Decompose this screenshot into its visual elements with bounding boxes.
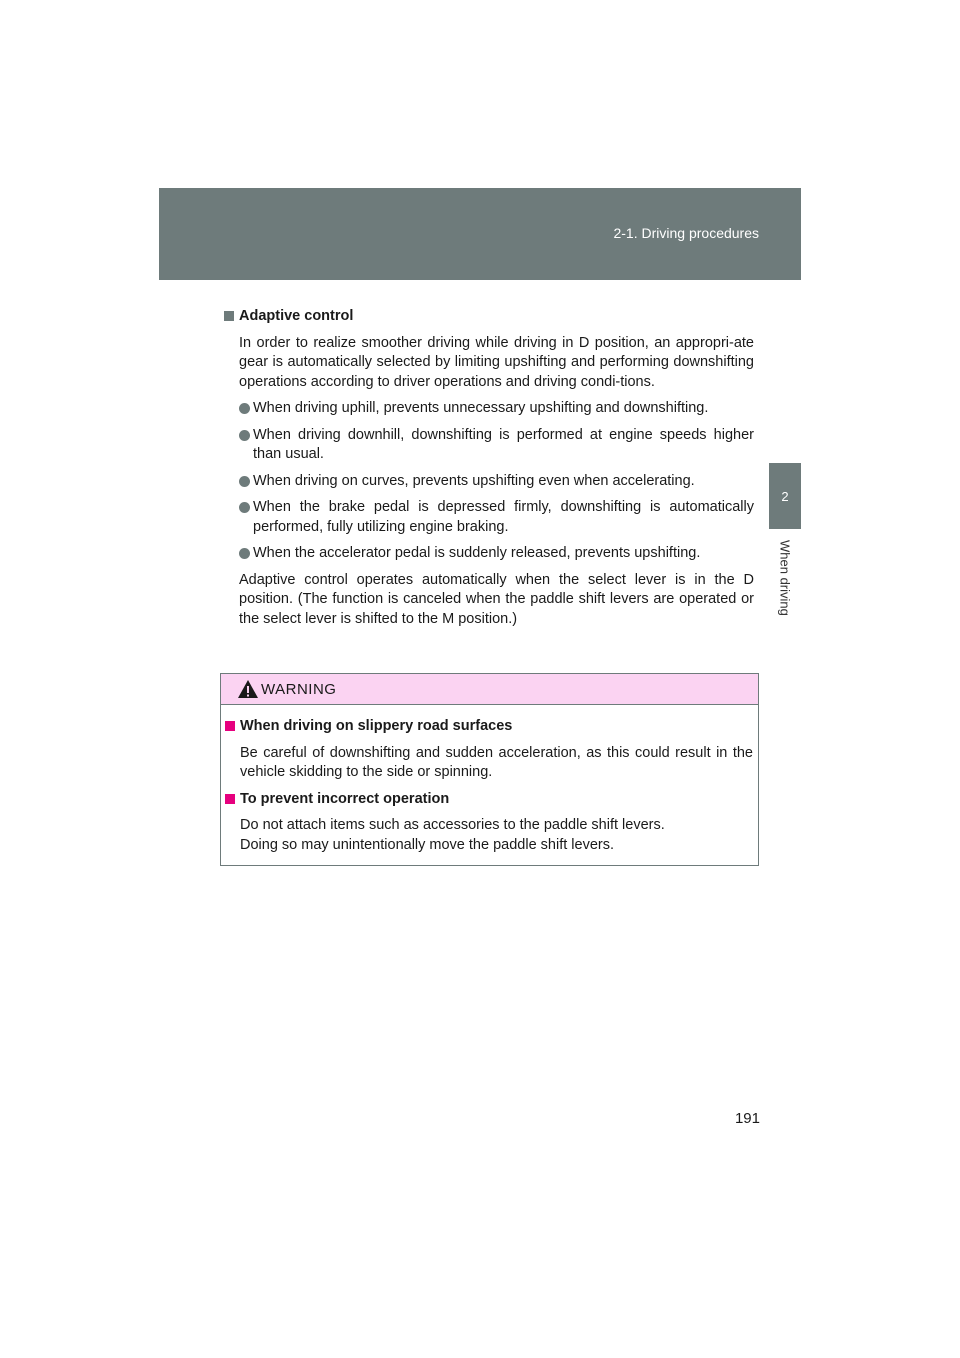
warning-item-heading [225, 790, 753, 810]
warning-item-heading [225, 717, 753, 737]
warning-item-heading-text: When driving on slippery road surfaces [240, 718, 513, 734]
list-item [239, 472, 754, 492]
circle-bullet-icon [239, 502, 250, 513]
list-item [239, 399, 754, 419]
list-item-text: When the brake pedal is depressed firmly, downshifting is automatically performed, fully utilizing engine braking. [253, 499, 754, 535]
circle-bullet-icon [239, 548, 250, 559]
warning-header [221, 674, 758, 705]
warning-item-heading-text: To prevent incorrect operation [240, 790, 450, 807]
chapter-label-wrap [770, 540, 800, 630]
section-heading-text: Adaptive control [239, 308, 354, 324]
list-item-text: When driving on curves, prevents upshifting even when accelerating. [253, 472, 695, 489]
warning-item-text: Doing so may unintentionally move the paddle shift levers. [240, 836, 614, 853]
circle-bullet-icon [239, 430, 250, 441]
chapter-tab [769, 463, 801, 529]
warning-icon [237, 679, 259, 699]
section-heading [224, 307, 754, 327]
warning-body [221, 705, 758, 855]
list-item [239, 426, 754, 465]
square-bullet-icon [225, 794, 235, 804]
page-header [159, 188, 801, 280]
circle-bullet-icon [239, 403, 250, 414]
square-bullet-icon [225, 721, 235, 731]
main-content [224, 307, 754, 636]
warning-box [220, 673, 759, 866]
section-title: 2-1. Driving procedures [613, 225, 759, 241]
square-bullet-icon [224, 311, 234, 321]
outro-paragraph: Adaptive control operates automatically when the select lever is in the D position. (The function is canceled when the paddle shift levers are operated or the select lever is shifted to the M position.) [239, 571, 754, 627]
list-item-text: When driving uphill, prevents unnecessary upshifting and downshifting. [253, 400, 709, 416]
warning-item-text: Be careful of downshifting and sudden acceleration, as this could result in the vehicle skidding to the side or spinning. [240, 744, 753, 780]
chapter-label: When driving [777, 540, 793, 616]
chapter-number: 2 [781, 489, 789, 504]
warning-title: WARNING [261, 681, 337, 698]
circle-bullet-icon [239, 476, 250, 487]
intro-paragraph: In order to realize smoother driving while driving in D position, an appropri-ate gear is automatically selected by limiting upshifting and performing downshifting operations according to driver operations and driving condi-tions. [239, 334, 754, 390]
list-item-text: When driving downhill, downshifting is performed at engine speeds higher than usual. [253, 426, 754, 462]
page-number: 191 [734, 1110, 760, 1127]
list-item [239, 544, 754, 564]
list-item [239, 498, 754, 537]
list-item-text: When the accelerator pedal is suddenly released, prevents upshifting. [253, 545, 701, 561]
warning-item-text: Do not attach items such as accessories to the paddle shift levers. [240, 817, 665, 833]
